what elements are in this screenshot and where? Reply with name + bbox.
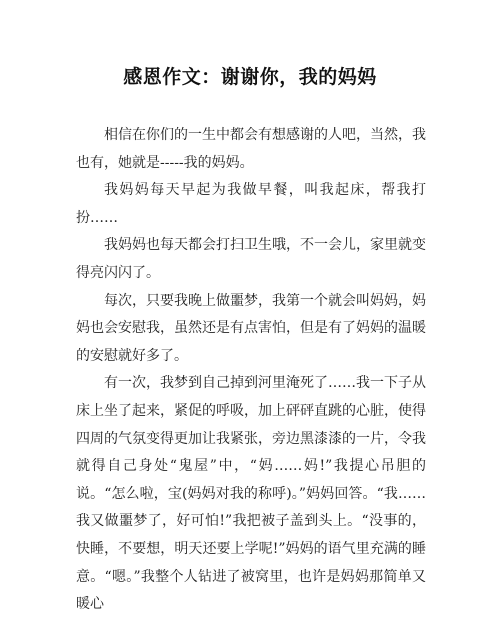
document-body (76, 122, 426, 619)
paragraph: 有一次，我梦到自己掉到河里淹死了……我一下子从床上坐了起来，紧促的呼吸，加上砰砰直跳的心脏，使得四周的气氛变得更加让我紧张，旁边黑漆漆的一片，令我就得自己身处“鬼屋”中，“妈……妈!”我提心吊胆的说。“怎么啦，宝(妈妈对我的称呼)。”妈妈回答。“我……我又做噩梦了，好可怕!”我把被子盖到头上。“没事的，快睡，不要想，明天还要上学呢!”妈妈的语气里充满的睡意。“嗯。”我整个人钻进了被窝里，也许是妈妈那简单又暖心 (76, 375, 426, 613)
document-title: 感恩作文：谢谢你，我的妈妈 (123, 66, 377, 88)
paragraph: 我妈妈每天早起为我做早餐，叫我起床，帮我打扮…… (76, 182, 426, 226)
paragraph: 相信在你们的一生中都会有想感谢的人吧，当然，我也有，她就是-----我的妈妈。 (76, 127, 426, 171)
paragraph: 每次，只要我晚上做噩梦，我第一个就会叫妈妈，妈妈也会安慰我，虽然还是有点害怕，但是有了妈妈的温暖的安慰就好多了。 (76, 292, 426, 364)
paragraph: 我妈妈也每天都会打扫卫生哦，不一会儿，家里就变得亮闪闪了。 (76, 237, 426, 281)
